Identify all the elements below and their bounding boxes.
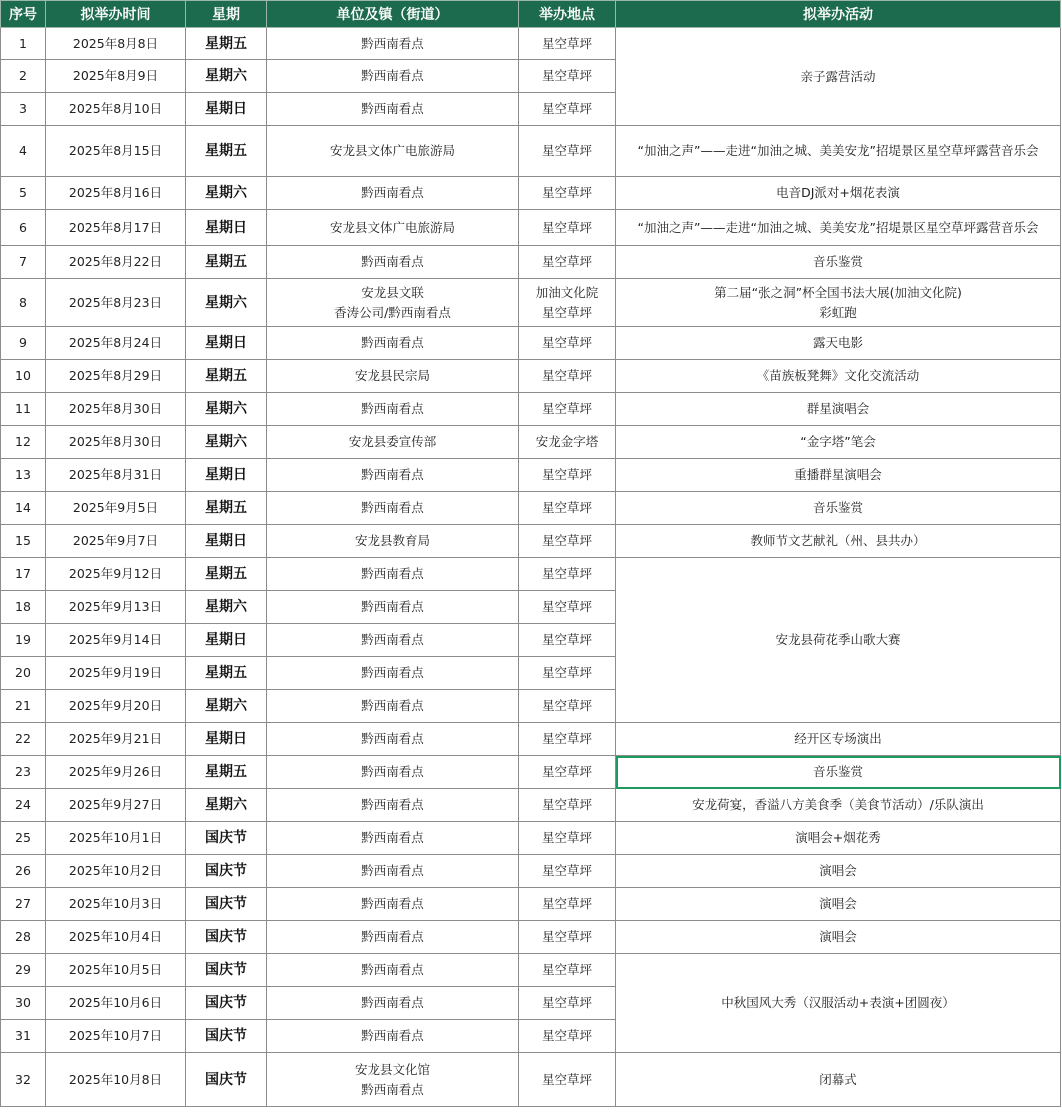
cell-weekday[interactable]: 星期日 <box>186 525 267 558</box>
cell-date[interactable]: 2025年8月30日 <box>46 426 186 459</box>
table-row <box>1 360 1061 393</box>
cell-activity[interactable]: “加油之声”——走进“加油之城、美美安龙”招堤景区星空草坪露营音乐会 <box>616 126 1061 177</box>
cell-weekday[interactable]: 星期六 <box>186 177 267 210</box>
cell-organizer[interactable]: 黔西南看点 <box>267 459 519 492</box>
cell-index[interactable]: 7 <box>1 246 46 279</box>
cell-date[interactable]: 2025年8月15日 <box>46 126 186 177</box>
cell-venue[interactable]: 星空草坪 <box>519 210 616 246</box>
cell-index[interactable]: 11 <box>1 393 46 426</box>
cell-venue[interactable]: 星空草坪 <box>519 888 616 921</box>
cell-organizer[interactable]: 黔西南看点 <box>267 393 519 426</box>
cell-date[interactable]: 2025年10月7日 <box>46 1020 186 1053</box>
header-cell-organizer[interactable]: 单位及镇（街道） <box>267 1 519 28</box>
cell-weekday[interactable]: 星期五 <box>186 558 267 591</box>
cell-index[interactable]: 6 <box>1 210 46 246</box>
cell-index[interactable]: 8 <box>1 279 46 327</box>
venue-line: 星空草坪 <box>541 304 592 320</box>
cell-activity[interactable]: 音乐鉴赏 <box>616 246 1061 279</box>
cell-organizer[interactable]: 黔西南看点 <box>267 921 519 954</box>
cell-weekday[interactable]: 星期六 <box>186 279 267 327</box>
cell-organizer[interactable]: 黔西南看点 <box>267 822 519 855</box>
table-row <box>1 426 1061 459</box>
cell-venue[interactable]: 星空草坪 <box>519 360 616 393</box>
cell-weekday[interactable]: 星期五 <box>186 492 267 525</box>
header-cell-index[interactable]: 序号 <box>1 1 46 28</box>
cell-activity[interactable]: 演唱会 <box>616 921 1061 954</box>
cell-activity[interactable]: 重播群星演唱会 <box>616 459 1061 492</box>
cell-venue[interactable]: 星空草坪 <box>519 1053 616 1107</box>
table-row <box>1 1053 1061 1107</box>
cell-venue[interactable] <box>519 279 616 327</box>
cell-weekday[interactable]: 星期日 <box>186 93 267 126</box>
cell-weekday[interactable]: 星期日 <box>186 327 267 360</box>
table-row <box>1 756 1061 789</box>
cell-date[interactable]: 2025年9月5日 <box>46 492 186 525</box>
cell-weekday[interactable]: 国庆节 <box>186 888 267 921</box>
cell-venue[interactable]: 星空草坪 <box>519 525 616 558</box>
cell-venue[interactable]: 星空草坪 <box>519 60 616 93</box>
table-row <box>1 525 1061 558</box>
cell-venue[interactable]: 星空草坪 <box>519 690 616 723</box>
cell-weekday[interactable]: 星期五 <box>186 657 267 690</box>
cell-venue[interactable]: 星空草坪 <box>519 921 616 954</box>
cell-date[interactable]: 2025年10月2日 <box>46 855 186 888</box>
cell-venue[interactable]: 星空草坪 <box>519 1020 616 1053</box>
cell-weekday[interactable]: 星期五 <box>186 28 267 60</box>
cell-venue[interactable]: 星空草坪 <box>519 756 616 789</box>
organizer-line: 安龙县文联 <box>361 284 424 300</box>
cell-weekday[interactable]: 国庆节 <box>186 855 267 888</box>
cell-activity[interactable]: “加油之声”——走进“加油之城、美美安龙”招堤景区星空草坪露营音乐会 <box>616 210 1061 246</box>
cell-organizer[interactable]: 黔西南看点 <box>267 723 519 756</box>
cell-date[interactable]: 2025年9月13日 <box>46 591 186 624</box>
table-row <box>1 789 1061 822</box>
cell-activity[interactable]: 演唱会 <box>616 855 1061 888</box>
cell-organizer[interactable]: 黔西南看点 <box>267 657 519 690</box>
cell-weekday[interactable]: 星期五 <box>186 756 267 789</box>
cell-date[interactable]: 2025年9月7日 <box>46 525 186 558</box>
cell-weekday[interactable]: 星期六 <box>186 426 267 459</box>
cell-venue[interactable]: 星空草坪 <box>519 591 616 624</box>
cell-index[interactable]: 14 <box>1 492 46 525</box>
table-row <box>1 492 1061 525</box>
cell-date[interactable]: 2025年8月16日 <box>46 177 186 210</box>
header-cell-venue[interactable]: 举办地点 <box>519 1 616 28</box>
cell-organizer[interactable] <box>267 279 519 327</box>
cell-index[interactable]: 12 <box>1 426 46 459</box>
table-row <box>1 723 1061 756</box>
cell-activity[interactable]: 安龙荷宴，香溢八方美食季（美食节活动）/乐队演出 <box>616 789 1061 822</box>
cell-date[interactable]: 2025年8月29日 <box>46 360 186 393</box>
cell-date[interactable]: 2025年9月20日 <box>46 690 186 723</box>
cell-date[interactable]: 2025年9月21日 <box>46 723 186 756</box>
cell-venue[interactable]: 星空草坪 <box>519 822 616 855</box>
cell-weekday[interactable]: 星期日 <box>186 723 267 756</box>
organizer-line: 香涛公司/黔西南看点 <box>334 304 451 320</box>
cell-date[interactable]: 2025年10月3日 <box>46 888 186 921</box>
table-row <box>1 855 1061 888</box>
cell-index[interactable]: 30 <box>1 987 46 1020</box>
cell-index[interactable]: 27 <box>1 888 46 921</box>
activity-line: 第二届“张之洞”杯全国书法大展(加油文化院) <box>714 284 962 300</box>
table-row <box>1 393 1061 426</box>
cell-date[interactable]: 2025年10月8日 <box>46 1053 186 1107</box>
cell-index[interactable]: 21 <box>1 690 46 723</box>
cell-date[interactable]: 2025年9月14日 <box>46 624 186 657</box>
cell-date[interactable]: 2025年9月27日 <box>46 789 186 822</box>
cell-activity[interactable]: 音乐鉴赏 <box>616 492 1061 525</box>
cell-date[interactable]: 2025年8月23日 <box>46 279 186 327</box>
cell-index[interactable]: 10 <box>1 360 46 393</box>
cell-venue[interactable]: 星空草坪 <box>519 624 616 657</box>
cell-date[interactable]: 2025年8月9日 <box>46 60 186 93</box>
cell-venue[interactable]: 星空草坪 <box>519 126 616 177</box>
cell-organizer[interactable]: 安龙县教育局 <box>267 525 519 558</box>
cell-index[interactable]: 15 <box>1 525 46 558</box>
table-row <box>1 246 1061 279</box>
cell-index[interactable]: 25 <box>1 822 46 855</box>
cell-venue[interactable]: 星空草坪 <box>519 492 616 525</box>
cell-index[interactable]: 1 <box>1 28 46 60</box>
cell-venue[interactable]: 星空草坪 <box>519 393 616 426</box>
venue-line: 加油文化院 <box>535 284 599 300</box>
cell-weekday[interactable]: 星期六 <box>186 60 267 93</box>
cell-date[interactable]: 2025年8月31日 <box>46 459 186 492</box>
table-row <box>1 954 1061 987</box>
cell-weekday[interactable]: 星期五 <box>186 246 267 279</box>
cell-activity[interactable]: 演唱会 <box>616 888 1061 921</box>
cell-index[interactable]: 31 <box>1 1020 46 1053</box>
cell-index[interactable]: 2 <box>1 60 46 93</box>
cell-organizer[interactable]: 黔西南看点 <box>267 93 519 126</box>
cell-date[interactable]: 2025年9月19日 <box>46 657 186 690</box>
cell-organizer[interactable]: 黔西南看点 <box>267 954 519 987</box>
cell-weekday[interactable]: 国庆节 <box>186 822 267 855</box>
cell-activity[interactable]: 电音DJ派对+烟花表演 <box>616 177 1061 210</box>
cell-venue[interactable]: 星空草坪 <box>519 987 616 1020</box>
cell-date[interactable]: 2025年8月8日 <box>46 28 186 60</box>
activity-line: 彩虹跑 <box>819 304 857 320</box>
cell-organizer[interactable]: 黔西南看点 <box>267 690 519 723</box>
cell-index[interactable]: 26 <box>1 855 46 888</box>
cell-organizer[interactable]: 黔西南看点 <box>267 492 519 525</box>
cell-index[interactable]: 18 <box>1 591 46 624</box>
cell-date[interactable]: 2025年8月22日 <box>46 246 186 279</box>
cell-weekday[interactable]: 星期六 <box>186 393 267 426</box>
table-row <box>1 822 1061 855</box>
cell-weekday[interactable]: 国庆节 <box>186 987 267 1020</box>
cell-activity[interactable]: 音乐鉴赏 <box>616 756 1061 789</box>
cell-date[interactable]: 2025年10月1日 <box>46 822 186 855</box>
organizer-line: 黔西南看点 <box>361 1081 424 1097</box>
cell-weekday[interactable]: 国庆节 <box>186 954 267 987</box>
cell-date[interactable]: 2025年8月10日 <box>46 93 186 126</box>
header-cell-activity[interactable]: 拟举办活动 <box>616 1 1061 28</box>
cell-activity[interactable]: 中秋国风大秀（汉服活动+表演+团圆夜） <box>616 954 1061 1053</box>
cell-weekday[interactable]: 国庆节 <box>186 1053 267 1107</box>
cell-venue[interactable]: 星空草坪 <box>519 789 616 822</box>
cell-organizer[interactable]: 黔西南看点 <box>267 624 519 657</box>
cell-index[interactable]: 3 <box>1 93 46 126</box>
cell-venue[interactable]: 星空草坪 <box>519 558 616 591</box>
cell-venue[interactable]: 星空草坪 <box>519 28 616 60</box>
table-row <box>1 327 1061 360</box>
cell-organizer[interactable]: 黔西南看点 <box>267 888 519 921</box>
cell-index[interactable]: 29 <box>1 954 46 987</box>
table-row <box>1 279 1061 327</box>
cell-venue[interactable]: 安龙金字塔 <box>519 426 616 459</box>
table-row <box>1 558 1061 591</box>
cell-venue[interactable]: 星空草坪 <box>519 327 616 360</box>
cell-index[interactable]: 4 <box>1 126 46 177</box>
header-cell-date[interactable]: 拟举办时间 <box>46 1 186 28</box>
cell-index[interactable]: 19 <box>1 624 46 657</box>
cell-organizer[interactable] <box>267 1053 519 1107</box>
cell-organizer[interactable]: 黔西南看点 <box>267 327 519 360</box>
cell-activity[interactable]: “金字塔”笔会 <box>616 426 1061 459</box>
cell-organizer[interactable]: 安龙县文体广电旅游局 <box>267 210 519 246</box>
cell-activity[interactable]: 安龙县荷花季山歌大赛 <box>616 558 1061 723</box>
cell-weekday[interactable]: 星期日 <box>186 624 267 657</box>
cell-organizer[interactable]: 安龙县民宗局 <box>267 360 519 393</box>
cell-activity[interactable]: 群星演唱会 <box>616 393 1061 426</box>
cell-organizer[interactable]: 黔西南看点 <box>267 591 519 624</box>
cell-index[interactable]: 24 <box>1 789 46 822</box>
cell-weekday[interactable]: 星期六 <box>186 591 267 624</box>
header-row <box>1 1 1061 28</box>
cell-organizer[interactable]: 安龙县委宣传部 <box>267 426 519 459</box>
table-row <box>1 177 1061 210</box>
table-row <box>1 459 1061 492</box>
cell-index[interactable]: 32 <box>1 1053 46 1107</box>
cell-date[interactable]: 2025年10月6日 <box>46 987 186 1020</box>
cell-organizer[interactable]: 黔西南看点 <box>267 177 519 210</box>
table-row <box>1 210 1061 246</box>
cell-date[interactable]: 2025年8月24日 <box>46 327 186 360</box>
cell-venue[interactable]: 星空草坪 <box>519 177 616 210</box>
cell-index[interactable]: 23 <box>1 756 46 789</box>
cell-date[interactable]: 2025年8月17日 <box>46 210 186 246</box>
cell-organizer[interactable]: 黔西南看点 <box>267 789 519 822</box>
cell-organizer[interactable]: 黔西南看点 <box>267 558 519 591</box>
cell-activity[interactable]: 演唱会+烟花秀 <box>616 822 1061 855</box>
cell-activity[interactable]: 露天电影 <box>616 327 1061 360</box>
cell-organizer[interactable]: 安龙县文体广电旅游局 <box>267 126 519 177</box>
table-row <box>1 921 1061 954</box>
header-cell-weekday[interactable]: 星期 <box>186 1 267 28</box>
cell-date[interactable]: 2025年10月5日 <box>46 954 186 987</box>
cell-weekday[interactable]: 星期六 <box>186 690 267 723</box>
cell-index[interactable]: 28 <box>1 921 46 954</box>
cell-weekday[interactable]: 星期五 <box>186 360 267 393</box>
cell-date[interactable]: 2025年10月4日 <box>46 921 186 954</box>
cell-venue[interactable]: 星空草坪 <box>519 723 616 756</box>
cell-weekday[interactable]: 国庆节 <box>186 921 267 954</box>
cell-organizer[interactable]: 黔西南看点 <box>267 855 519 888</box>
cell-index[interactable]: 17 <box>1 558 46 591</box>
cell-index[interactable]: 20 <box>1 657 46 690</box>
cell-index[interactable]: 5 <box>1 177 46 210</box>
cell-activity[interactable] <box>616 279 1061 327</box>
cell-activity[interactable]: 闭幕式 <box>616 1053 1061 1107</box>
cell-venue[interactable]: 星空草坪 <box>519 954 616 987</box>
cell-date[interactable]: 2025年8月30日 <box>46 393 186 426</box>
cell-activity[interactable]: 教师节文艺献礼（州、县共办） <box>616 525 1061 558</box>
cell-activity[interactable]: 经开区专场演出 <box>616 723 1061 756</box>
cell-venue[interactable]: 星空草坪 <box>519 657 616 690</box>
cell-weekday[interactable]: 星期日 <box>186 459 267 492</box>
cell-date[interactable]: 2025年9月12日 <box>46 558 186 591</box>
cell-weekday[interactable]: 星期日 <box>186 210 267 246</box>
cell-activity[interactable]: 《苗族板凳舞》文化交流活动 <box>616 360 1061 393</box>
cell-weekday[interactable]: 国庆节 <box>186 1020 267 1053</box>
cell-venue[interactable]: 星空草坪 <box>519 93 616 126</box>
cell-venue[interactable]: 星空草坪 <box>519 459 616 492</box>
organizer-line: 安龙县文化馆 <box>354 1061 430 1077</box>
cell-organizer[interactable]: 黔西南看点 <box>267 1020 519 1053</box>
cell-weekday[interactable]: 星期五 <box>186 126 267 177</box>
table-row <box>1 126 1061 177</box>
cell-weekday[interactable]: 星期六 <box>186 789 267 822</box>
cell-venue[interactable]: 星空草坪 <box>519 855 616 888</box>
cell-organizer[interactable]: 黔西南看点 <box>267 987 519 1020</box>
table-row <box>1 888 1061 921</box>
cell-organizer[interactable]: 黔西南看点 <box>267 246 519 279</box>
cell-organizer[interactable]: 黔西南看点 <box>267 60 519 93</box>
cell-date[interactable]: 2025年9月26日 <box>46 756 186 789</box>
cell-activity[interactable]: 亲子露营活动 <box>616 28 1061 126</box>
cell-index[interactable]: 9 <box>1 327 46 360</box>
cell-organizer[interactable]: 黔西南看点 <box>267 28 519 60</box>
cell-index[interactable]: 13 <box>1 459 46 492</box>
table-row <box>1 28 1061 60</box>
cell-venue[interactable]: 星空草坪 <box>519 246 616 279</box>
cell-index[interactable]: 22 <box>1 723 46 756</box>
cell-organizer[interactable]: 黔西南看点 <box>267 756 519 789</box>
